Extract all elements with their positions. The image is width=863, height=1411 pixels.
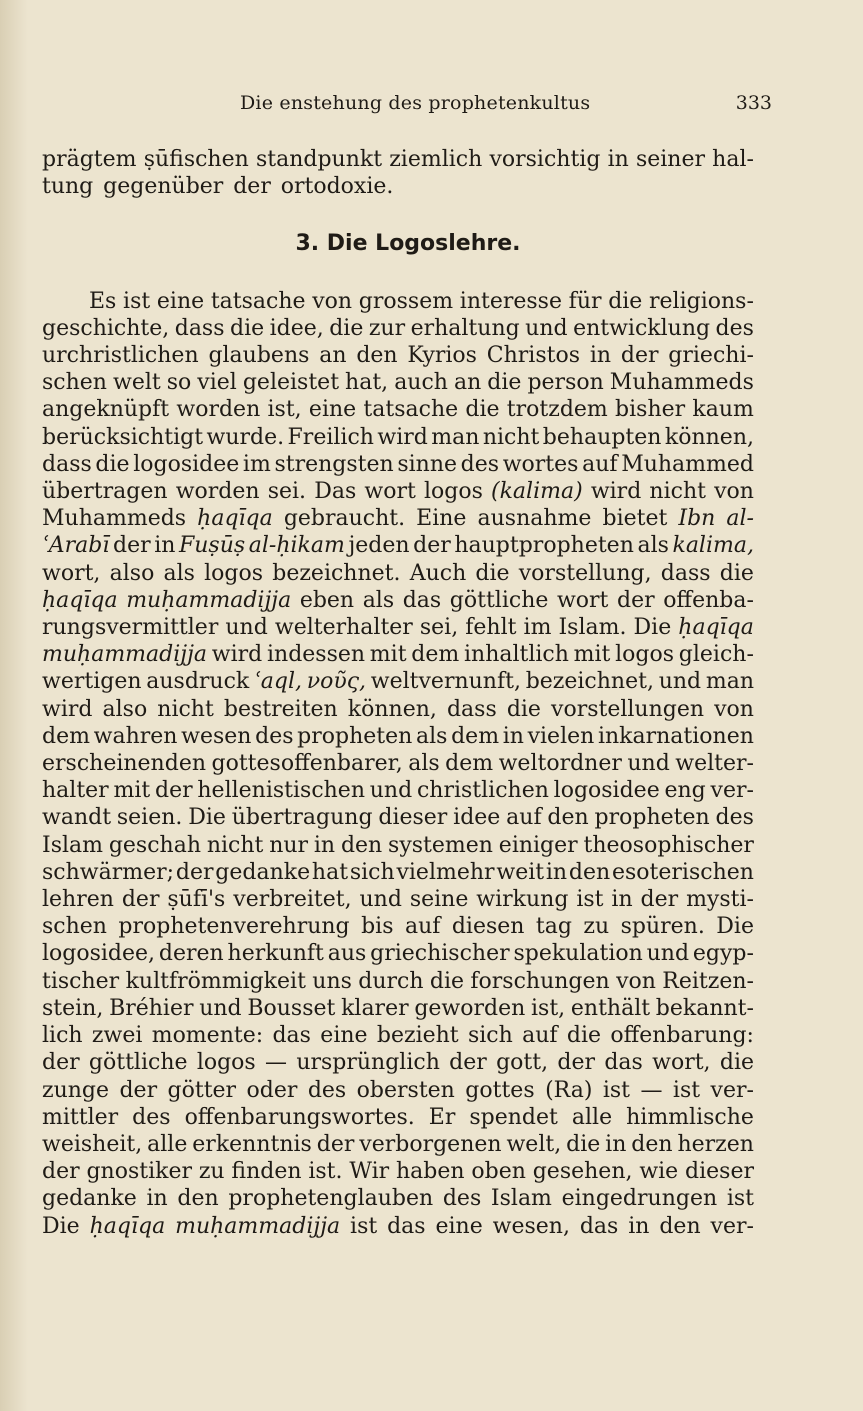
text-line: rungsvermittler und welterhalter sei, fehlt im Islam. Die ḥaqīqa bbox=[42, 615, 754, 641]
text-line: ʿArabī der in Fuṣūṣ al-ḥikam jeden der hauptpropheten als kalima, bbox=[42, 533, 754, 559]
text-line: weisheit, alle erkenntnis der verborgenen welt, die in den herzen bbox=[42, 1131, 754, 1157]
text-line: angeknüpft worden ist, eine tatsache die trotzdem bisher kaum bbox=[42, 397, 754, 423]
running-header: Die enstehung des prophetenkultus bbox=[240, 92, 591, 114]
text-line: tischer kultfrömmigkeit uns durch die forschungen von Reitzen- bbox=[42, 968, 754, 994]
text-line: halter mit der hellenistischen und christlichen logosidee eng ver- bbox=[42, 778, 754, 804]
text-line: Muhammeds ḥaqīqa gebraucht. Eine ausnahme bietet Ibn al- bbox=[42, 506, 754, 532]
text-line: schen prophetenverehrung bis auf diesen tag zu spüren. Die bbox=[42, 914, 754, 940]
text-line: prägtem ṣūfischen standpunkt ziemlich vorsichtig in seiner hal- bbox=[42, 147, 754, 172]
text-line: zunge der götter oder des obersten gottes (Ra) ist — ist ver- bbox=[42, 1077, 754, 1103]
text-line: berücksichtigt wurde. Freilich wird man nicht behaupten können, bbox=[42, 424, 754, 450]
text-line: der gnostiker zu finden ist. Wir haben oben gesehen, wie dieser bbox=[42, 1159, 754, 1185]
text-line: Islam geschah nicht nur in den systemen einiger theosophischer bbox=[42, 832, 754, 858]
text-line: urchristlichen glaubens an den Kyrios Christos in der griechi- bbox=[42, 343, 754, 369]
text-line: gedanke in den prophetenglauben des Islam eingedrungen ist bbox=[42, 1186, 754, 1212]
text-line: schen welt so viel geleistet hat, auch an die person Muhammeds bbox=[42, 370, 754, 396]
page-body bbox=[42, 146, 754, 1240]
section-title: 3. Die Logoslehre. bbox=[295, 231, 521, 257]
text-line: erscheinenden gottesoffenbarer, als dem weltordner und welter- bbox=[42, 751, 754, 777]
text-line: Die ḥaqīqa muḥammadijja ist das eine wesen, das in den ver- bbox=[42, 1213, 754, 1239]
text-line: stein, Bréhier und Bousset klarer geworden ist, enthält bekannt- bbox=[42, 995, 754, 1021]
text-line: dass die logosidee im strengsten sinne des wortes auf Muhammed bbox=[42, 451, 754, 477]
text-line: wertigen ausdruck ʿaql, νοῦς, weltvernunft, bezeichnet, und man bbox=[42, 669, 754, 695]
text-line: wandt seien. Die übertragung dieser idee auf den propheten des bbox=[42, 805, 754, 831]
text-line: der göttliche logos — ursprünglich der gott, der das wort, die bbox=[42, 1050, 754, 1076]
page-number: 333 bbox=[735, 92, 772, 114]
text-line: mittler des offenbarungswortes. Er spendet alle himmlische bbox=[42, 1104, 754, 1130]
text-line: Es ist eine tatsache von grossem interesse für die religions- bbox=[89, 288, 754, 314]
text-line: dem wahren wesen des propheten als dem in vielen inkarnationen bbox=[42, 723, 754, 749]
text-line: logosidee, deren herkunft aus griechischer spekulation und egyp- bbox=[42, 941, 754, 967]
text-line: lich zwei momente: das eine bezieht sich auf die offenbarung: bbox=[42, 1023, 754, 1049]
text-line: muḥammadijja wird indessen mit dem inhaltlich mit logos gleich- bbox=[42, 642, 754, 668]
text-line: lehren der ṣūfī's verbreitet, und seine wirkung ist in der mysti- bbox=[42, 887, 754, 913]
text-line: geschichte, dass die idee, die zur erhaltung und entwicklung des bbox=[42, 315, 754, 341]
text-line: wort, also als logos bezeichnet. Auch die vorstellung, dass die bbox=[42, 560, 754, 586]
text-line: schwärmer; der gedanke hat sich vielmehr weit in den esoterischen bbox=[42, 859, 754, 885]
text-line: ḥaqīqa muḥammadijja eben als das göttliche wort der offenba- bbox=[42, 587, 754, 613]
page-edge-shadow bbox=[0, 0, 28, 1411]
intro-paragraph bbox=[42, 146, 754, 200]
main-paragraph bbox=[42, 288, 754, 1240]
text-line: tung gegenüber der ortodoxie. bbox=[42, 174, 394, 200]
text-line: wird also nicht bestreiten können, dass die vorstellungen von bbox=[42, 696, 754, 722]
text-line: übertragen worden sei. Das wort logos (kalima) wird nicht von bbox=[42, 479, 754, 505]
